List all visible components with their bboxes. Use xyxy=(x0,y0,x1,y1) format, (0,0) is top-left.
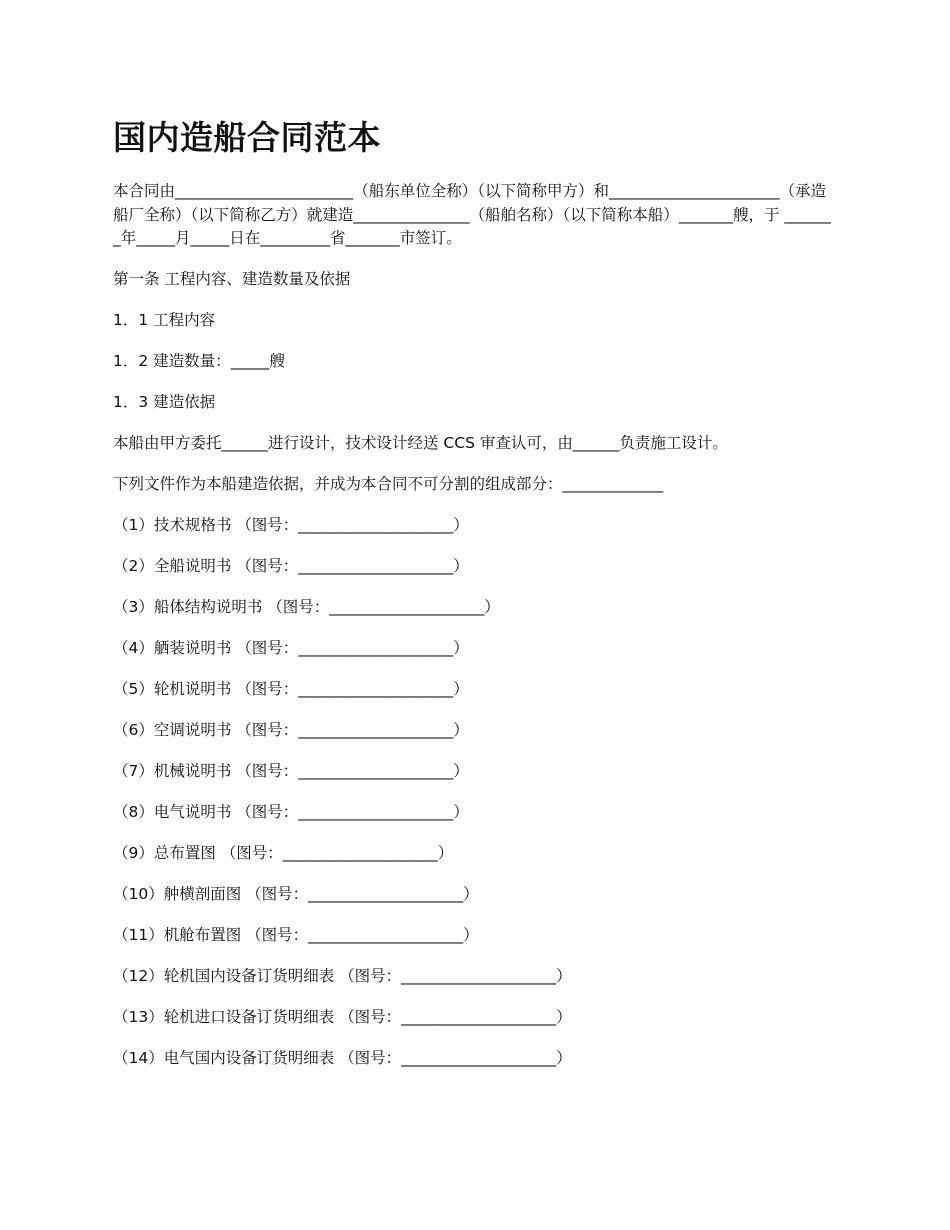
list-item: （12）轮机国内设备订货明细表 （图号：____________________） xyxy=(113,967,572,985)
section-1-3-heading: 1．3 建造依据 xyxy=(113,393,216,411)
section-1-1-heading: 1．1 工程内容 xyxy=(113,311,216,329)
document-list xyxy=(113,514,838,1071)
article-1-heading: 第一条 工程内容、建造数量及依据 xyxy=(113,270,351,288)
list-item: （10）舯横剖面图 （图号：____________________） xyxy=(113,885,479,903)
list-item: （4）舾装说明书 （图号：____________________） xyxy=(113,639,469,657)
list-item: （1）技术规格书 （图号：____________________） xyxy=(113,516,469,534)
design-paragraph: 本船由甲方委托______进行设计，技术设计经送 CCS 审查认可，由______负责施工设计。 xyxy=(113,434,728,452)
list-item: （2）全船说明书 （图号：____________________） xyxy=(113,557,469,575)
list-item: （7）机械说明书 （图号：____________________） xyxy=(113,762,469,780)
documents-paragraph: 下列文件作为本船建造依据，并成为本合同不可分割的组成部分：_____________ xyxy=(113,475,664,493)
section-1-2-build-quantity: 1．2 建造数量：_____艘 xyxy=(113,352,285,370)
list-item: （14）电气国内设备订货明细表 （图号：____________________） xyxy=(113,1049,572,1067)
list-item: （5）轮机说明书 （图号：____________________） xyxy=(113,680,469,698)
list-item: （11）机舱布置图 （图号：____________________） xyxy=(113,926,479,944)
list-item: （3）船体结构说明书 （图号：____________________） xyxy=(113,598,500,616)
list-item: （13）轮机进口设备订货明细表 （图号：____________________） xyxy=(113,1008,572,1026)
list-item: （6）空调说明书 （图号：____________________） xyxy=(113,721,469,739)
list-item: （9）总布置图 （图号：____________________） xyxy=(113,844,454,862)
contract-intro-paragraph: 本合同由_______________________（船东单位全称）（以下简称甲方）和______________________（承造船厂全称）（以下简称乙方）就建造_______________（船舶名称）（以下简称本船）_______艘，于 _______年_____月_____日在_________省_______市签订。 xyxy=(113,182,831,247)
document-title: 国内造船合同范本 xyxy=(113,118,381,157)
list-item: （8）电气说明书 （图号：____________________） xyxy=(113,803,469,821)
